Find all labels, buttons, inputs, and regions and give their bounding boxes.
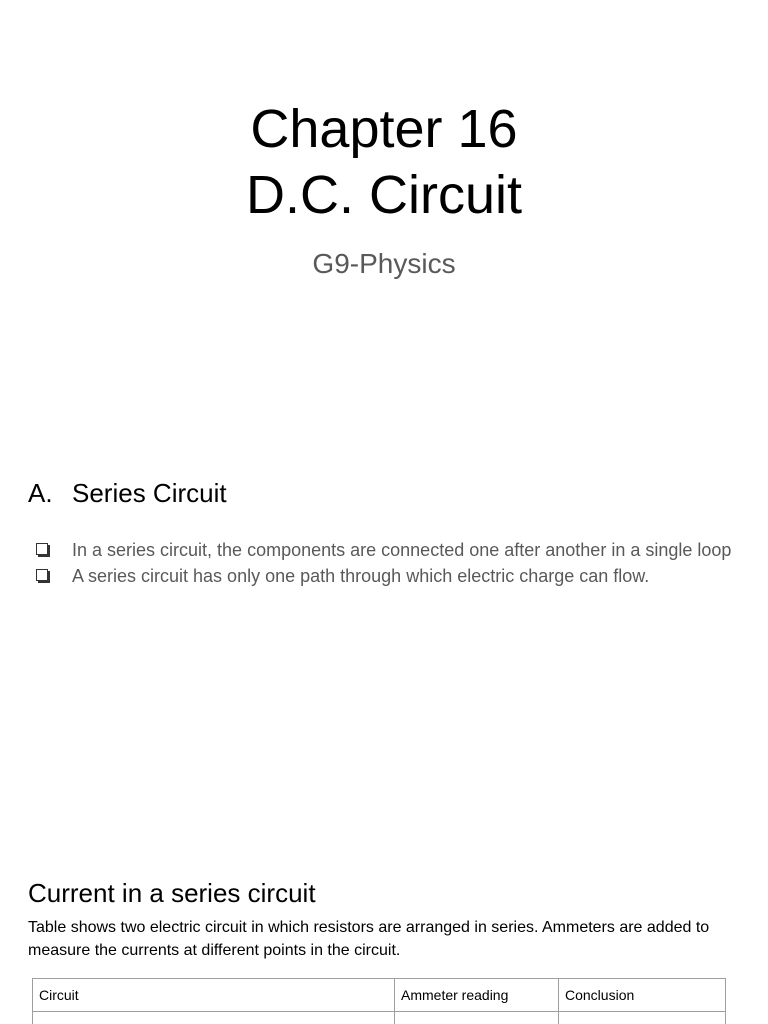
table-cell	[33, 1012, 395, 1024]
header-cell-ammeter-reading: Ammeter reading	[395, 979, 559, 1012]
header-cell-conclusion: Conclusion	[559, 979, 726, 1012]
table-cell	[395, 1012, 559, 1024]
series-circuit-bullets	[34, 537, 744, 589]
table-header-row	[33, 979, 726, 1012]
table-row	[33, 1012, 726, 1024]
header-cell-circuit: Circuit	[33, 979, 395, 1012]
document-title	[0, 96, 768, 228]
checkbox-bullet-icon	[36, 569, 48, 581]
circuit-table	[32, 978, 726, 1024]
chapter-title: D.C. Circuit	[245, 165, 522, 225]
section-a-title: Series Circuit	[72, 478, 227, 508]
table-cell	[559, 1012, 726, 1024]
current-section-intro: Table shows two electric circuit in which resistors are arranged in series. Ammeters are added to measure the currents at different points in the circuit.	[28, 919, 710, 959]
current-section-heading: Current in a series circuit	[28, 878, 316, 908]
section-a-heading	[28, 476, 227, 510]
bullet-text: A series circuit has only one path through which electric charge can flow.	[72, 566, 650, 586]
bullet-item	[34, 563, 744, 589]
bullet-text: In a series circuit, the components are connected one after another in a single loop	[72, 540, 732, 560]
checkbox-bullet-icon	[36, 543, 48, 555]
chapter-number: Chapter 16	[250, 99, 518, 159]
bullet-item	[34, 537, 744, 563]
section-a-marker: A.	[28, 478, 53, 508]
document-subtitle: G9-Physics	[312, 248, 456, 279]
